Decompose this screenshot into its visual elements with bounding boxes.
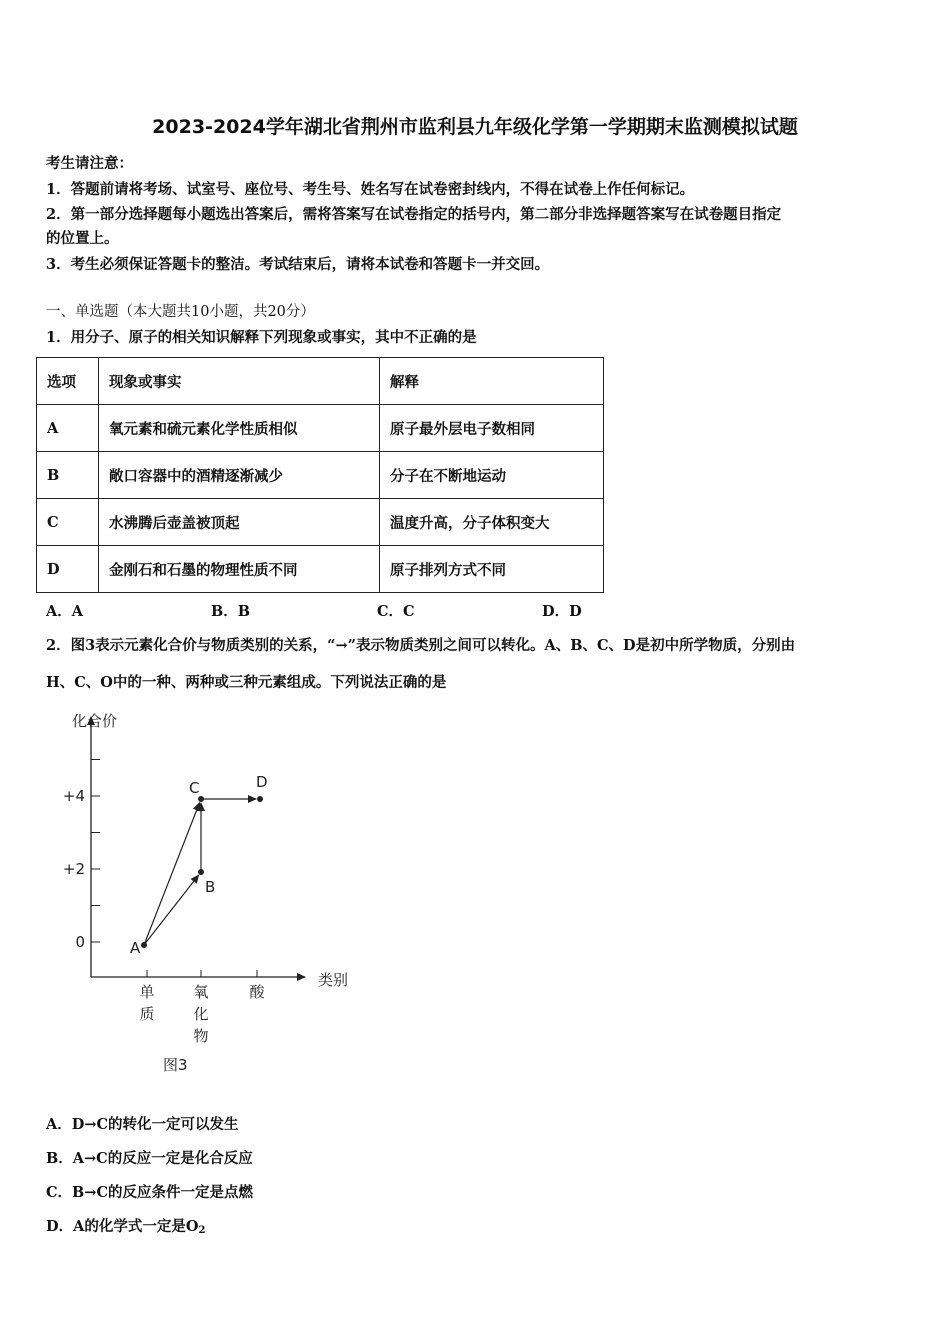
y-tick-label: +2 (62, 860, 85, 878)
section-heading: 一、单选题（本大题共10小题，共20分） (46, 304, 315, 320)
table-cell: 敞口容器中的酒精逐渐减少 (99, 452, 380, 499)
notice-item-1: 1．答题前请将考场、试室号、座位号、考生号、姓名写在试卷密封线内，不得在试卷上作任何标记。 (46, 181, 695, 198)
table-row (37, 405, 604, 452)
y-tick-label: +4 (62, 787, 85, 805)
chart-ticks (63, 760, 266, 1046)
q1-option-c[interactable]: C．C (377, 603, 415, 620)
x-tick-label: 单质 (139, 983, 155, 1023)
q1-option-b[interactable]: B．B (211, 603, 251, 620)
table-cell: C (37, 499, 99, 546)
table-header-cell: 解释 (380, 358, 604, 405)
q2-option-b[interactable]: B．A→C的反应一定是化合反应 (46, 1150, 253, 1167)
table-cell: 水沸腾后壶盖被顶起 (99, 499, 380, 546)
question-1-stem: 1．用分子、原子的相关知识解释下列现象或事实，其中不正确的是 (46, 329, 477, 346)
chart-axes (91, 717, 305, 977)
question-2-stem-line-1: 2．图3表示元素化合价与物质类别的关系，“→”表示物质类别之间可以转化。A、B、C、D是初中所学物质，分别由 (46, 637, 796, 654)
table-cell: 金刚石和石墨的物理性质不同 (99, 546, 380, 593)
figure-caption: 图3 (163, 1056, 188, 1074)
question-2-stem-line-2: H、C、O中的一种、两种或三种元素组成。下列说法正确的是 (46, 674, 447, 691)
table-cell: 温度升高，分子体积变大 (380, 499, 604, 546)
table-cell: A (37, 405, 99, 452)
table-cell: D (37, 546, 99, 593)
x-tick-label: 酸 (249, 983, 265, 1001)
table-cell: 原子最外层电子数相同 (380, 405, 604, 452)
valence-chart (60, 705, 370, 1085)
x-tick-label: 氧化物 (193, 983, 209, 1045)
page-title: 2023-2024学年湖北省荆州市监利县九年级化学第一学期期末监测模拟试题 (152, 116, 798, 138)
subscript: 2 (198, 1225, 206, 1236)
table-cell: 分子在不断地运动 (380, 452, 604, 499)
notice-item-2-continued: 的位置上。 (46, 230, 119, 247)
notice-item-3: 3．考生必须保证答题卡的整洁。考试结束后，请将本试卷和答题卡一并交回。 (46, 256, 550, 273)
data-point (257, 796, 263, 802)
q2-option-d-text: D．A的化学式一定是O (46, 1218, 199, 1235)
point-label: A (130, 939, 141, 957)
point-label: D (256, 773, 268, 791)
point-label: B (205, 878, 216, 896)
notice-item-2: 2．第一部分选择题每小题选出答案后，需将答案写在试卷指定的括号内，第二部分非选择题答案写在试卷题目指定 (46, 206, 782, 223)
q1-option-a[interactable]: A．A (46, 603, 84, 620)
table-cell: 原子排列方式不同 (380, 546, 604, 593)
data-point (141, 942, 147, 948)
table-cell: B (37, 452, 99, 499)
x-axis-label: 类别 (318, 971, 349, 989)
q2-option-d[interactable] (46, 1215, 205, 1236)
transform-arrow (145, 803, 200, 943)
point-label: C (189, 779, 200, 797)
table-row (37, 546, 604, 593)
table-header-cell: 选项 (37, 358, 99, 405)
q2-option-a[interactable]: A．D→C的转化一定可以发生 (46, 1116, 239, 1133)
data-point (198, 869, 204, 875)
q2-option-c[interactable]: C．B→C的反应条件一定是点燃 (46, 1184, 253, 1201)
table-header-cell: 现象或事实 (99, 358, 380, 405)
table-row (37, 499, 604, 546)
table-header-row (37, 358, 604, 405)
y-tick-label: 0 (75, 933, 85, 951)
question-1-table (36, 357, 604, 593)
table-row (37, 452, 604, 499)
notice-heading: 考生请注意： (46, 155, 133, 172)
transform-arrow (145, 875, 198, 943)
q1-option-d[interactable]: D．D (542, 603, 582, 620)
table-cell: 氧元素和硫元素化学性质相似 (99, 405, 380, 452)
y-axis-label: 化合价 (72, 712, 118, 730)
